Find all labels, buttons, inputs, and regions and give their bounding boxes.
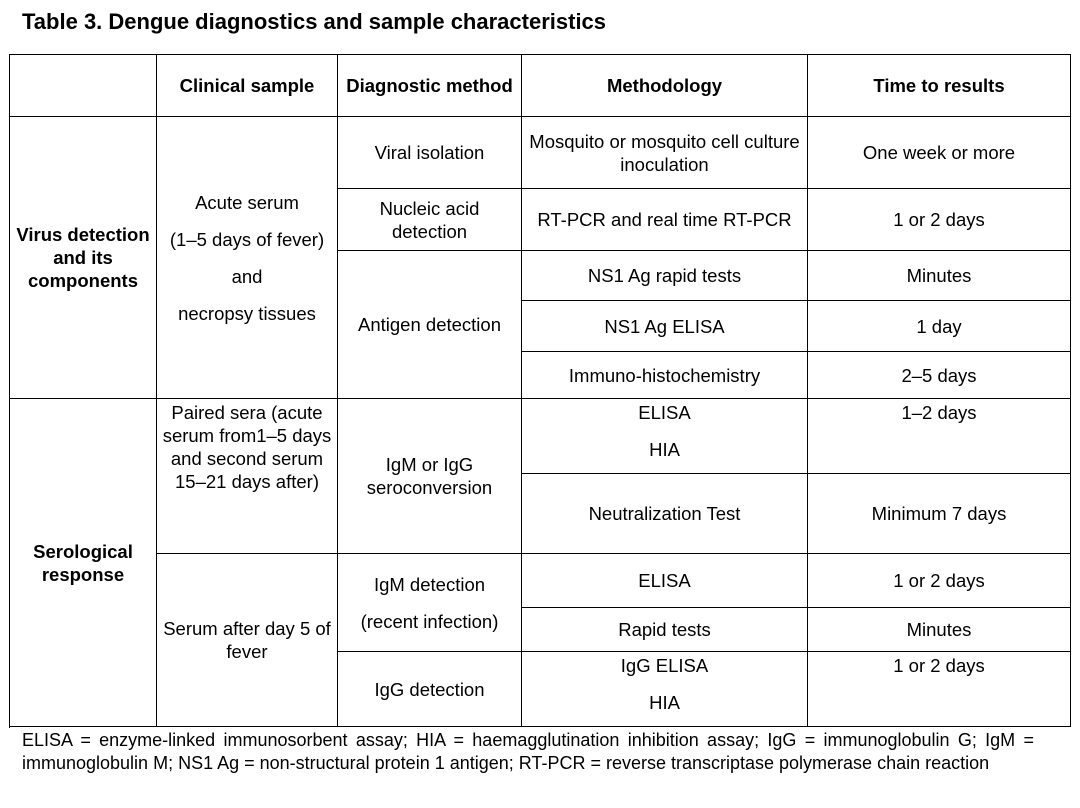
sample-acute-serum (157, 117, 338, 399)
methodology-immunohistochemistry: Immuno-histochemistry (522, 352, 808, 399)
header-empty (10, 55, 157, 117)
methodology-line: IgG ELISA (620, 655, 709, 676)
methodology-line: HIA (649, 439, 680, 460)
methodology-elisa-hia (522, 399, 808, 474)
sample-line: (1–5 days of fever) (169, 228, 325, 250)
time-viral-isolation: One week or more (808, 117, 1071, 189)
header-diagnostic-method: Diagnostic method (338, 55, 522, 117)
method-igg-detection: IgG detection (338, 652, 522, 727)
diagnostics-table (9, 54, 1071, 727)
sample-line: and (231, 265, 263, 287)
category-serological-response: Serological response (10, 399, 157, 727)
method-antigen-detection: Antigen detection (338, 251, 522, 399)
methodology-igg-elisa-hia (522, 652, 808, 727)
methodology-neutralization: Neutralization Test (522, 474, 808, 554)
table-row (10, 399, 1071, 474)
methodology-mosquito: Mosquito or mosquito cell culture inoculation (522, 117, 808, 189)
methodology-rapid-tests: Rapid tests (522, 608, 808, 652)
method-line: IgM detection (373, 573, 486, 595)
time-elisa-hia: 1–2 days (808, 399, 1071, 474)
time-immunohistochemistry: 2–5 days (808, 352, 1071, 399)
table-row (10, 117, 1071, 189)
sample-serum-after-day5: Serum after day 5 of fever (157, 554, 338, 727)
method-viral-isolation: Viral isolation (338, 117, 522, 189)
time-ns1-rapid: Minutes (808, 251, 1071, 301)
method-igm-detection (338, 554, 522, 652)
methodology-line: ELISA (638, 402, 691, 423)
header-methodology: Methodology (522, 55, 808, 117)
method-nucleic-acid: Nucleic acid detection (338, 189, 522, 251)
method-igm-igg-seroconversion: IgM or IgG seroconversion (338, 399, 522, 554)
table-title: Table 3. Dengue diagnostics and sample characteristics (22, 9, 607, 34)
methodology-ns1-elisa: NS1 Ag ELISA (522, 301, 808, 352)
table-footnote: ELISA = enzyme-linked immunosorbent assay; HIA = haemagglutination inhibition assay; IgG = immunoglobulin G; IgM = immunoglobulin M; NS1 Ag = non-structural protein 1 antigen; RT-PCR = reverse transcriptase polymerase chain reaction (22, 730, 1034, 773)
sample-paired-sera: Paired sera (acute serum from1–5 days and second serum 15–21 days after) (157, 399, 338, 554)
time-nucleic-acid: 1 or 2 days (808, 189, 1071, 251)
category-virus-detection: Virus detection and its components (10, 117, 157, 399)
methodology-rt-pcr: RT-PCR and real time RT-PCR (522, 189, 808, 251)
time-ns1-elisa: 1 day (808, 301, 1071, 352)
methodology-igm-elisa: ELISA (522, 554, 808, 608)
table-row (10, 554, 1071, 608)
time-igm-elisa: 1 or 2 days (808, 554, 1071, 608)
header-row (10, 55, 1071, 117)
time-rapid-tests: Minutes (808, 608, 1071, 652)
sample-line: necropsy tissues (178, 302, 316, 324)
time-neutralization: Minimum 7 days (808, 474, 1071, 554)
methodology-line: HIA (649, 692, 680, 713)
header-clinical-sample: Clinical sample (157, 55, 338, 117)
methodology-ns1-rapid: NS1 Ag rapid tests (522, 251, 808, 301)
sample-line: Acute serum (195, 191, 299, 213)
method-line: (recent infection) (360, 610, 499, 632)
header-time-to-results: Time to results (808, 55, 1071, 117)
time-igg: 1 or 2 days (808, 652, 1071, 727)
